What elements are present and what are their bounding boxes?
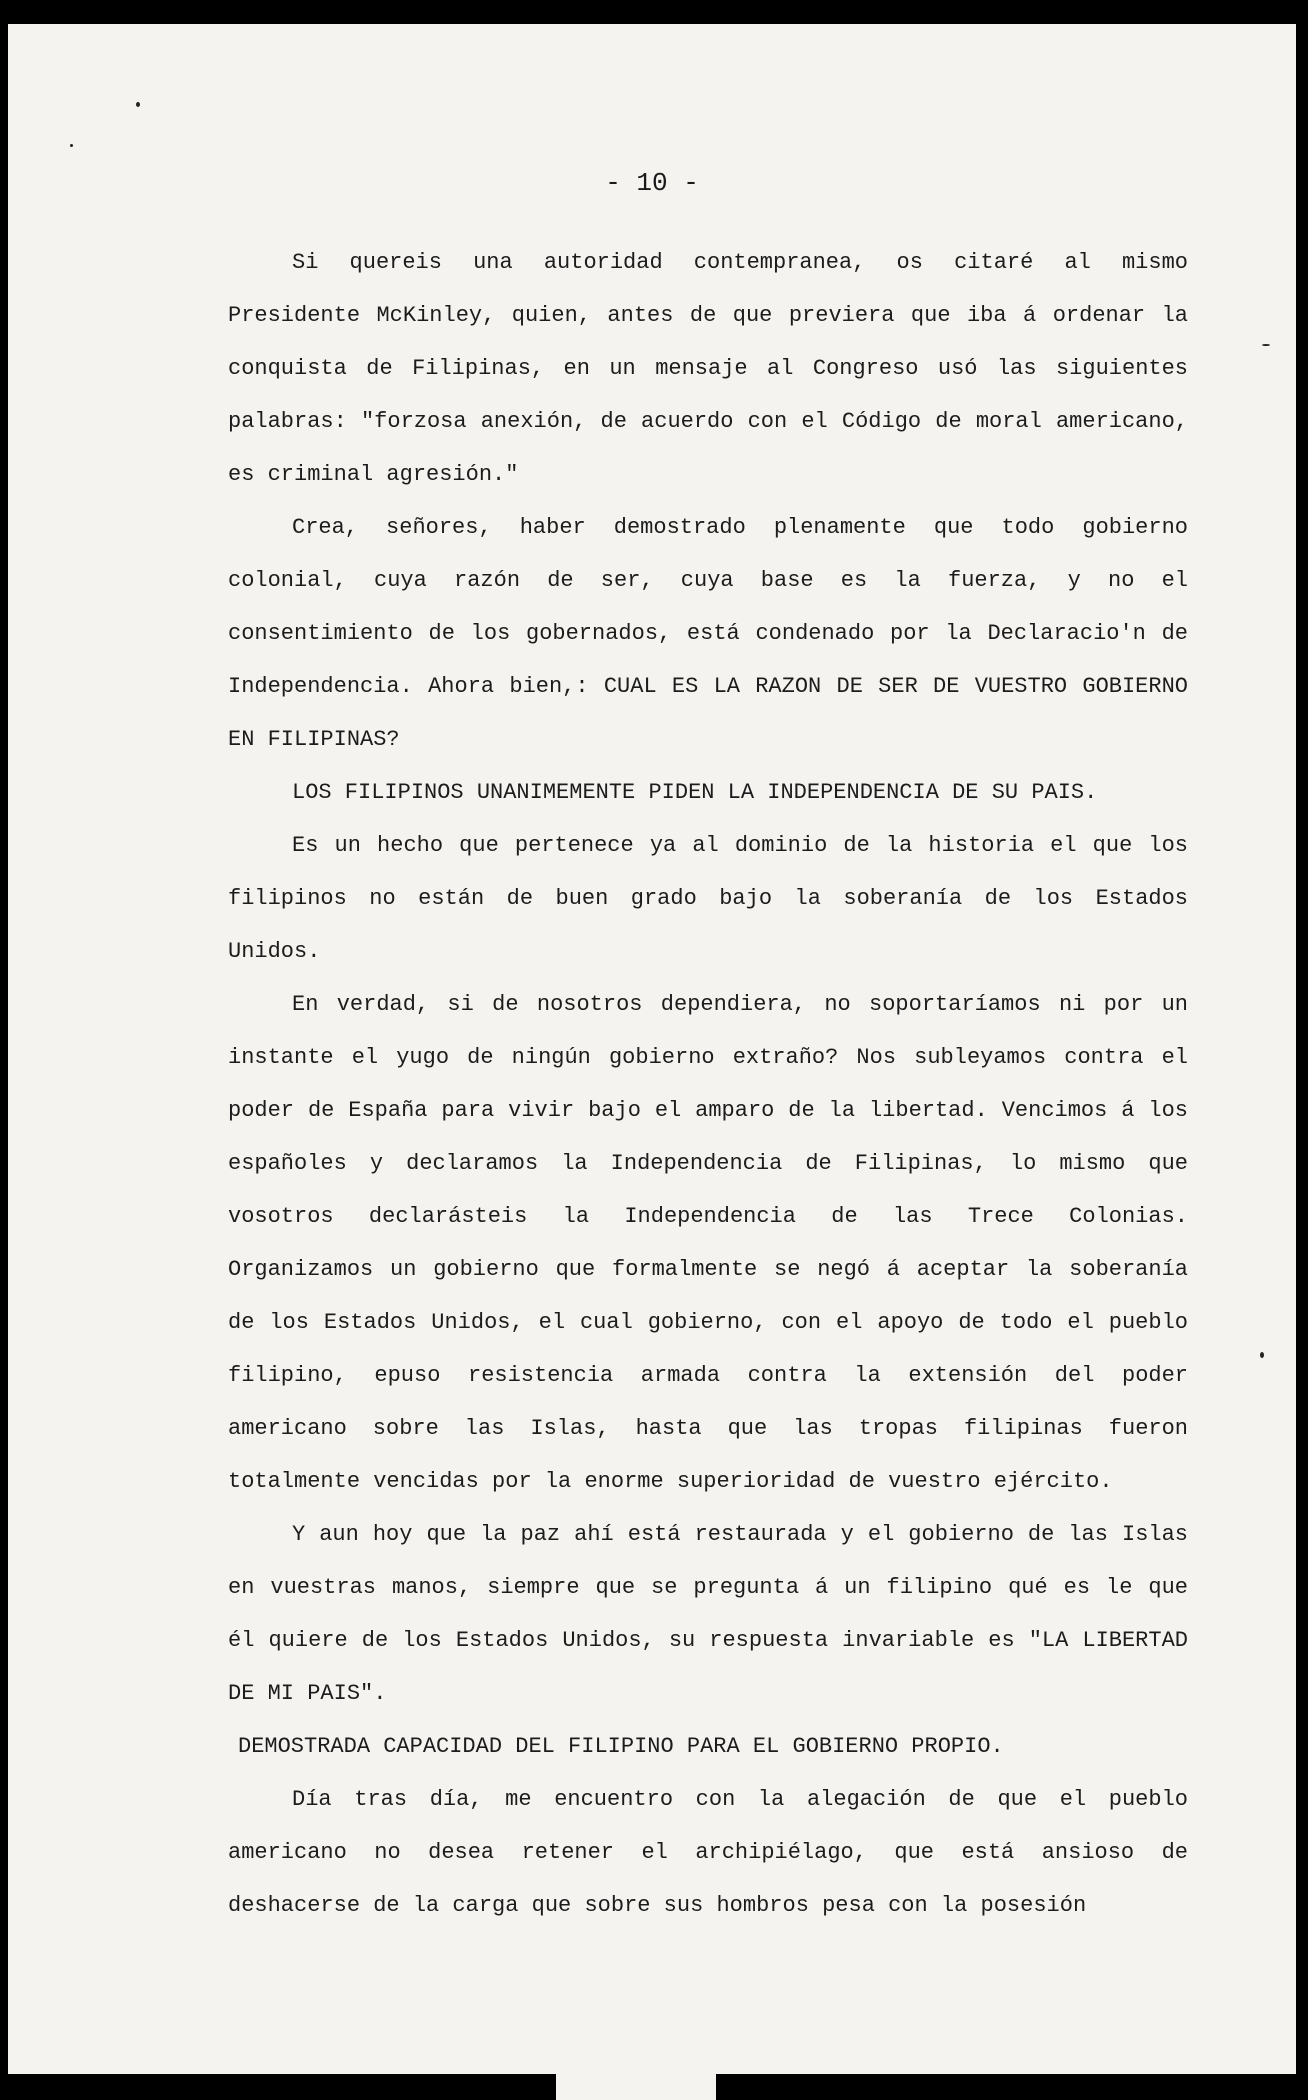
paragraph: Si quereis una autoridad contempranea, os citaré al mismo Presidente McKinley, quien, antes de que previera que iba á ordenar la conquista de Filipinas, en un mensaje al Congreso usó las siguientes palabras: "forzosa anexión, de acuerdo con el Código de moral americano, es criminal agresión." xyxy=(228,250,1188,487)
scan-speck xyxy=(136,102,140,107)
page-number: - 10 - xyxy=(605,168,699,198)
section-heading: DEMOSTRADA CAPACIDAD DEL FILIPINO PARA EL GOBIERNO PROPIO. xyxy=(238,1734,1004,1759)
scan-speck xyxy=(70,144,73,147)
paragraph: Y aun hoy que la paz ahí está restaurada y el gobierno de las Islas en vuestras manos, siempre que se pregunta á un filipino qué es le que él quiere de los Estados Unidos, su respuesta invariable es "LA LIBERTAD DE MI PAIS". xyxy=(228,1522,1188,1706)
paragraph: Es un hecho que pertenece ya al dominio de la historia el que los filipinos no están de buen grado bajo la soberanía de los Estados Unidos. xyxy=(228,833,1188,964)
document-page xyxy=(8,24,1296,2074)
scan-speck xyxy=(1262,344,1270,346)
body-text xyxy=(228,236,1188,1932)
paragraph: Día tras día, me encuentro con la alegación de que el pueblo americano no desea retener el archipiélago, que está ansioso de deshacerse de la carga que sobre sus hombros pesa con la posesión xyxy=(228,1787,1188,1918)
section-heading: LOS FILIPINOS UNANIMEMENTE PIDEN LA INDEPENDENCIA DE SU PAIS. xyxy=(292,780,1098,805)
paragraph: En verdad, si de nosotros dependiera, no soportaríamos ni por un instante el yugo de ningún gobierno extraño? Nos subleyamos contra el poder de España para vivir bajo el amparo de la libertad. Vencimos á los españoles y declaramos la Independencia de Filipinas, lo mismo que vosotros declarásteis la Independencia de las Trece Colonias. Organizamos un gobierno que formalmente se negó á aceptar la soberanía de los Estados Unidos, el cual gobierno, con el apoyo de todo el pueblo filipino, epuso resistencia armada contra la extensión del poder americano sobre las Islas, hasta que las tropas filipinas fueron totalmente vencidas por la enorme superioridad de vuestro ejército. xyxy=(228,992,1188,1494)
scan-speck xyxy=(1260,1352,1264,1358)
scan-margin-tab xyxy=(556,2074,716,2100)
paragraph: Crea, señores, haber demostrado plenamente que todo gobierno colonial, cuya razón de ser, cuya base es la fuerza, y no el consentimiento de los gobernados, está condenado por la Declaracio'n de Independencia. Ahora bien,: CUAL ES LA RAZON DE SER DE VUESTRO GOBIERNO EN FILIPINAS? xyxy=(228,515,1188,752)
